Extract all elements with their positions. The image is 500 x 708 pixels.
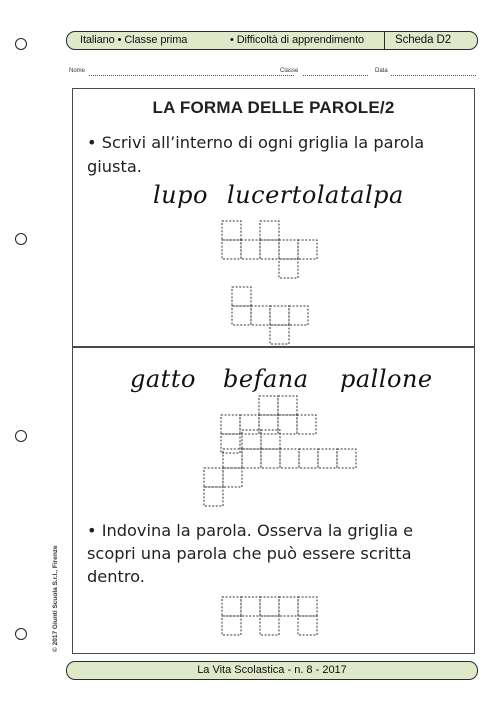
instruction-2-line-2: scopri una parola che può essere scritta — [87, 544, 412, 563]
letter-cell[interactable] — [232, 287, 251, 306]
letter-cell[interactable] — [260, 597, 279, 616]
header-sheet: Scheda D2 — [395, 34, 451, 46]
letter-cell[interactable] — [261, 430, 280, 449]
word-befana: befana — [223, 365, 309, 393]
letter-cell[interactable] — [242, 449, 261, 468]
name-label: Nome — [69, 68, 86, 74]
word-lupo: lupo — [153, 181, 208, 209]
grid-a[interactable] — [222, 221, 317, 278]
letter-cell[interactable] — [318, 449, 337, 468]
letter-cell[interactable] — [289, 306, 308, 325]
letter-cell[interactable] — [298, 616, 317, 635]
letter-cell[interactable] — [251, 306, 270, 325]
letter-cell[interactable] — [221, 434, 240, 453]
letter-cell[interactable] — [222, 240, 241, 259]
grid-e[interactable] — [222, 597, 317, 635]
letter-cell[interactable] — [260, 616, 279, 635]
instruction-1-line-2: giusta. — [87, 157, 142, 176]
letter-cell[interactable] — [222, 597, 241, 616]
letter-cell[interactable] — [232, 306, 251, 325]
letter-cell[interactable] — [279, 597, 298, 616]
grid-d[interactable] — [204, 430, 356, 506]
letter-cell[interactable] — [241, 240, 260, 259]
instruction-1-line-1: • Scrivi all’interno di ogni griglia la parola — [87, 133, 425, 152]
letter-cell[interactable] — [204, 487, 223, 506]
letter-cell[interactable] — [278, 396, 297, 415]
class-label: Classe — [280, 68, 299, 74]
header-subject: Italiano • Classe prima — [80, 34, 188, 46]
letter-cell[interactable] — [270, 325, 289, 344]
letter-cell[interactable] — [222, 616, 241, 635]
letter-cell[interactable] — [221, 415, 240, 434]
letter-cell[interactable] — [280, 449, 299, 468]
letter-cell[interactable] — [242, 430, 261, 449]
header-topic: • Difficoltà di apprendimento — [230, 34, 365, 46]
letter-cell[interactable] — [298, 597, 317, 616]
letter-cell[interactable] — [299, 449, 318, 468]
word-lucertola: lucertola — [227, 181, 340, 209]
worksheet-title: LA FORMA DELLE PAROLE/2 — [152, 98, 395, 117]
letter-cell[interactable] — [261, 449, 280, 468]
letter-cell[interactable] — [260, 221, 279, 240]
letter-cell[interactable] — [259, 415, 278, 434]
letter-cell[interactable] — [279, 240, 298, 259]
letter-cell[interactable] — [278, 415, 297, 434]
date-label: Data — [375, 68, 388, 74]
grid-c[interactable] — [221, 396, 316, 453]
letter-cell[interactable] — [259, 396, 278, 415]
letter-cell[interactable] — [270, 306, 289, 325]
letter-cell[interactable] — [297, 415, 316, 434]
grid-b[interactable] — [232, 287, 308, 344]
letter-cell[interactable] — [204, 468, 223, 487]
word-gatto: gatto — [130, 365, 196, 393]
footer-bar: La Vita Scolastica - n. 8 - 2017 — [66, 661, 478, 680]
letter-cell[interactable] — [240, 415, 259, 434]
letter-cell[interactable] — [241, 597, 260, 616]
letter-cell[interactable] — [337, 449, 356, 468]
letter-cell[interactable] — [223, 468, 242, 487]
letter-cell[interactable] — [222, 221, 241, 240]
word-talpa: talpa — [340, 181, 404, 209]
letter-cell[interactable] — [298, 240, 317, 259]
letter-cell[interactable] — [223, 449, 242, 468]
instruction-2-line-3: dentro. — [87, 567, 145, 586]
copyright-note: © 2017 Giunti Scuola S.r.l., Firenze — [52, 545, 59, 652]
letter-cell[interactable] — [260, 240, 279, 259]
instruction-2-line-1: • Indovina la parola. Osserva la griglia e — [87, 521, 414, 540]
word-pallone: pallone — [340, 365, 433, 393]
letter-cell[interactable] — [279, 259, 298, 278]
